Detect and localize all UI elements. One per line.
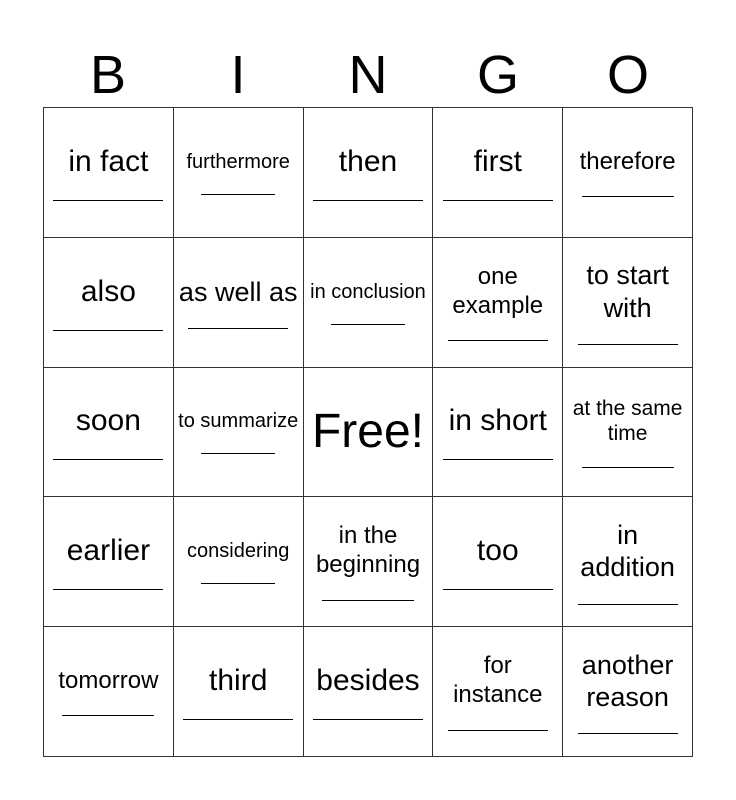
cell-phrase: third [209,664,268,698]
cell-phrase: in the beginning [315,522,421,579]
bingo-cell[interactable] [174,497,304,627]
cell-phrase: to summarize [178,410,299,433]
cell-phrase: in conclusion [310,280,426,303]
bingo-cell[interactable] [433,497,563,627]
answer-blank-line [53,589,163,590]
answer-blank-line [188,328,288,329]
header-letter-g: G [476,45,519,105]
cell-phrase: at the same time [572,397,683,446]
cell-phrase: soon [75,404,141,438]
answer-blank-line [443,200,553,201]
cell-phrase: besides [316,664,420,698]
answer-blank-line [578,344,678,345]
answer-blank-line [448,340,548,341]
answer-blank-line [322,600,414,601]
cell-phrase: too [476,534,519,568]
bingo-cell[interactable] [174,627,304,757]
answer-blank-line [62,715,154,716]
answer-blank-line [443,589,553,590]
cell-phrase: therefore [579,147,676,175]
cell-phrase: considering [187,540,290,563]
answer-blank-line [53,330,163,331]
answer-blank-line [201,453,275,454]
answer-blank-line [201,194,275,195]
bingo-cell[interactable] [433,627,563,757]
bingo-cell[interactable] [44,108,174,238]
free-space-label: Free! [311,405,424,459]
free-space[interactable] [304,368,434,498]
bingo-cell[interactable] [44,497,174,627]
answer-blank-line [313,719,423,720]
answer-blank-line [448,730,548,731]
bingo-cell[interactable] [304,497,434,627]
bingo-cell[interactable] [563,368,693,498]
header-letter-o: O [606,45,649,105]
cell-phrase: one example [452,262,544,319]
bingo-cell[interactable] [563,627,693,757]
header-letter-i: I [230,45,246,105]
answer-blank-line [582,467,674,468]
cell-phrase: then [338,144,398,178]
answer-blank-line [53,459,163,460]
answer-blank-line [578,604,678,605]
cell-phrase: in addition [580,519,675,583]
bingo-cell[interactable] [563,497,693,627]
answer-blank-line [183,719,293,720]
bingo-cell[interactable] [433,238,563,368]
cell-phrase: to start with [586,260,669,323]
bingo-board [43,107,693,757]
bingo-cell[interactable] [433,108,563,238]
cell-phrase: tomorrow [58,666,159,694]
answer-blank-line [53,200,163,201]
header-letter-b: B [89,45,127,105]
bingo-cell[interactable] [174,368,304,498]
bingo-cell[interactable] [563,238,693,368]
bingo-cell[interactable] [433,368,563,498]
bingo-cell[interactable] [563,108,693,238]
cell-phrase: first [473,144,522,178]
cell-phrase: in fact [68,144,149,178]
bingo-cell[interactable] [174,108,304,238]
bingo-cell[interactable] [44,238,174,368]
bingo-cell[interactable] [44,368,174,498]
bingo-cell[interactable] [304,238,434,368]
answer-blank-line [443,459,553,460]
bingo-cell[interactable] [304,627,434,757]
cell-phrase: furthermore [186,150,290,173]
answer-blank-line [201,583,275,584]
cell-phrase: also [80,274,136,308]
bingo-header [43,40,693,110]
header-letter-n: N [348,45,388,105]
bingo-cell[interactable] [44,627,174,757]
cell-phrase: in short [448,404,547,438]
bingo-cell[interactable] [174,238,304,368]
answer-blank-line [578,733,678,734]
cell-phrase: another reason [581,649,674,713]
cell-phrase: earlier [66,534,151,568]
answer-blank-line [331,324,405,325]
answer-blank-line [582,196,674,197]
answer-blank-line [313,200,423,201]
cell-phrase: for instance [453,652,543,709]
cell-phrase: as well as [178,276,298,307]
bingo-cell[interactable] [304,108,434,238]
